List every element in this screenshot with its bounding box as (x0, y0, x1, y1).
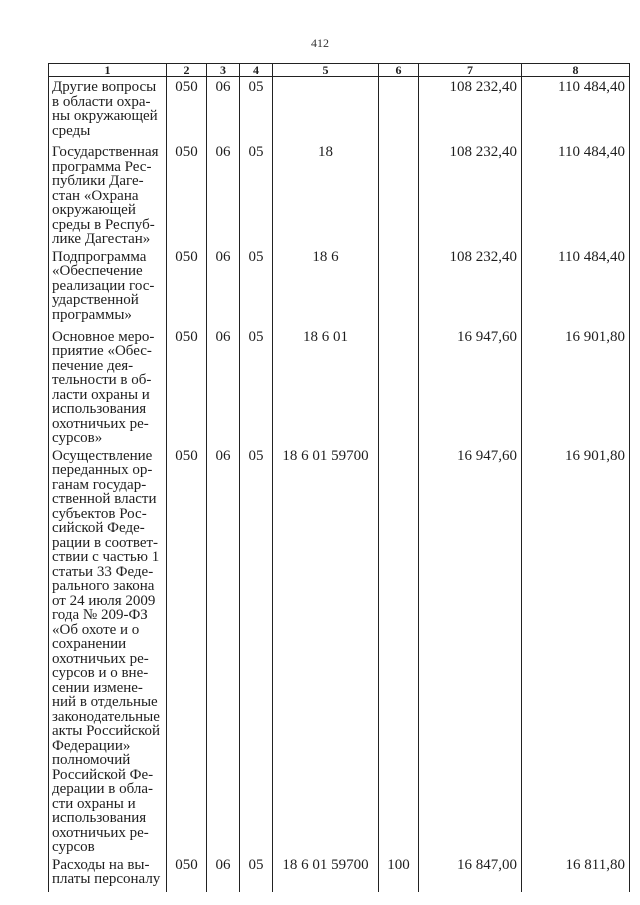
row-subsection-code: 05 (240, 247, 273, 327)
table-row (49, 446, 630, 855)
row-name: Осуществление переданных ор-ганам государ-ственной власти субъектов Рос-сийской Феде-рации в соответ-ствии с частью 1 статьи 33 Феде-рального закона от 24 июля 2009 года № 209-ФЗ «Об охоте и о сохранении охотничьих ре-сурсов и о вне-сении измене-ний в отдельные законодательные акты Российской Федерации» полномочий Российской Фе-дерации в обла-сти охраны и использования охотничьих ре-сурсов (49, 446, 167, 855)
row-target-article: 18 6 01 59700 (273, 446, 379, 855)
row-expense-type (379, 247, 419, 327)
row-expense-type: 100 (379, 855, 419, 892)
row-amount-col8: 16 811,80 (522, 855, 630, 892)
header-col-6: 6 (379, 64, 419, 77)
row-subsection-code: 05 (240, 77, 273, 143)
row-name: Подпрограмма «Обеспечение реализации гос-ударственной программы» (49, 247, 167, 327)
row-amount-col8: 110 484,40 (522, 142, 630, 247)
header-col-8: 8 (522, 64, 630, 77)
row-subsection-code: 05 (240, 855, 273, 892)
row-ministry-code: 050 (167, 247, 207, 327)
row-subsection-code: 05 (240, 327, 273, 446)
row-amount-col7: 108 232,40 (419, 247, 522, 327)
row-ministry-code: 050 (167, 855, 207, 892)
row-section-code: 06 (207, 446, 240, 855)
row-target-article: 18 (273, 142, 379, 247)
row-ministry-code: 050 (167, 142, 207, 247)
row-section-code: 06 (207, 77, 240, 143)
row-name: Расходы на вы-платы персоналу (49, 855, 167, 892)
row-amount-col7: 16 847,00 (419, 855, 522, 892)
header-col-5: 5 (273, 64, 379, 77)
page-number: 412 (311, 36, 329, 50)
row-subsection-code: 05 (240, 446, 273, 855)
row-ministry-code: 050 (167, 446, 207, 855)
row-amount-col8: 16 901,80 (522, 327, 630, 446)
row-target-article: 18 6 01 (273, 327, 379, 446)
header-col-4: 4 (240, 64, 273, 77)
row-section-code: 06 (207, 855, 240, 892)
row-amount-col8: 110 484,40 (522, 77, 630, 143)
row-target-article: 18 6 01 59700 (273, 855, 379, 892)
row-amount-col8: 16 901,80 (522, 446, 630, 855)
row-ministry-code: 050 (167, 327, 207, 446)
row-subsection-code: 05 (240, 142, 273, 247)
row-target-article (273, 77, 379, 143)
row-section-code: 06 (207, 142, 240, 247)
header-col-3: 3 (207, 64, 240, 77)
row-section-code: 06 (207, 247, 240, 327)
row-name: Другие вопросы в области охра-ны окружающей среды (49, 77, 167, 143)
row-expense-type (379, 327, 419, 446)
row-name: Основное меро-приятие «Обес-печение дея-тельности в об-ласти охраны и использования охотничьих ре-сурсов» (49, 327, 167, 446)
table-row (49, 247, 630, 327)
table-body (49, 77, 630, 892)
row-section-code: 06 (207, 327, 240, 446)
row-name: Государственная программа Рес-публики Даге-стан «Охрана окружающей среды в Респуб-лике Дагестан» (49, 142, 167, 247)
header-col-1: 1 (49, 64, 167, 77)
row-amount-col7: 16 947,60 (419, 446, 522, 855)
header-row (49, 64, 630, 77)
row-ministry-code: 050 (167, 77, 207, 143)
row-target-article: 18 6 (273, 247, 379, 327)
budget-table (48, 63, 630, 892)
header-col-2: 2 (167, 64, 207, 77)
row-amount-col8: 110 484,40 (522, 247, 630, 327)
row-amount-col7: 16 947,60 (419, 327, 522, 446)
row-amount-col7: 108 232,40 (419, 77, 522, 143)
table-row (49, 142, 630, 247)
row-expense-type (379, 77, 419, 143)
row-expense-type (379, 446, 419, 855)
table-header (49, 64, 630, 77)
table-row (49, 77, 630, 143)
row-amount-col7: 108 232,40 (419, 142, 522, 247)
header-col-7: 7 (419, 64, 522, 77)
table-row (49, 855, 630, 892)
row-expense-type (379, 142, 419, 247)
table-row (49, 327, 630, 446)
